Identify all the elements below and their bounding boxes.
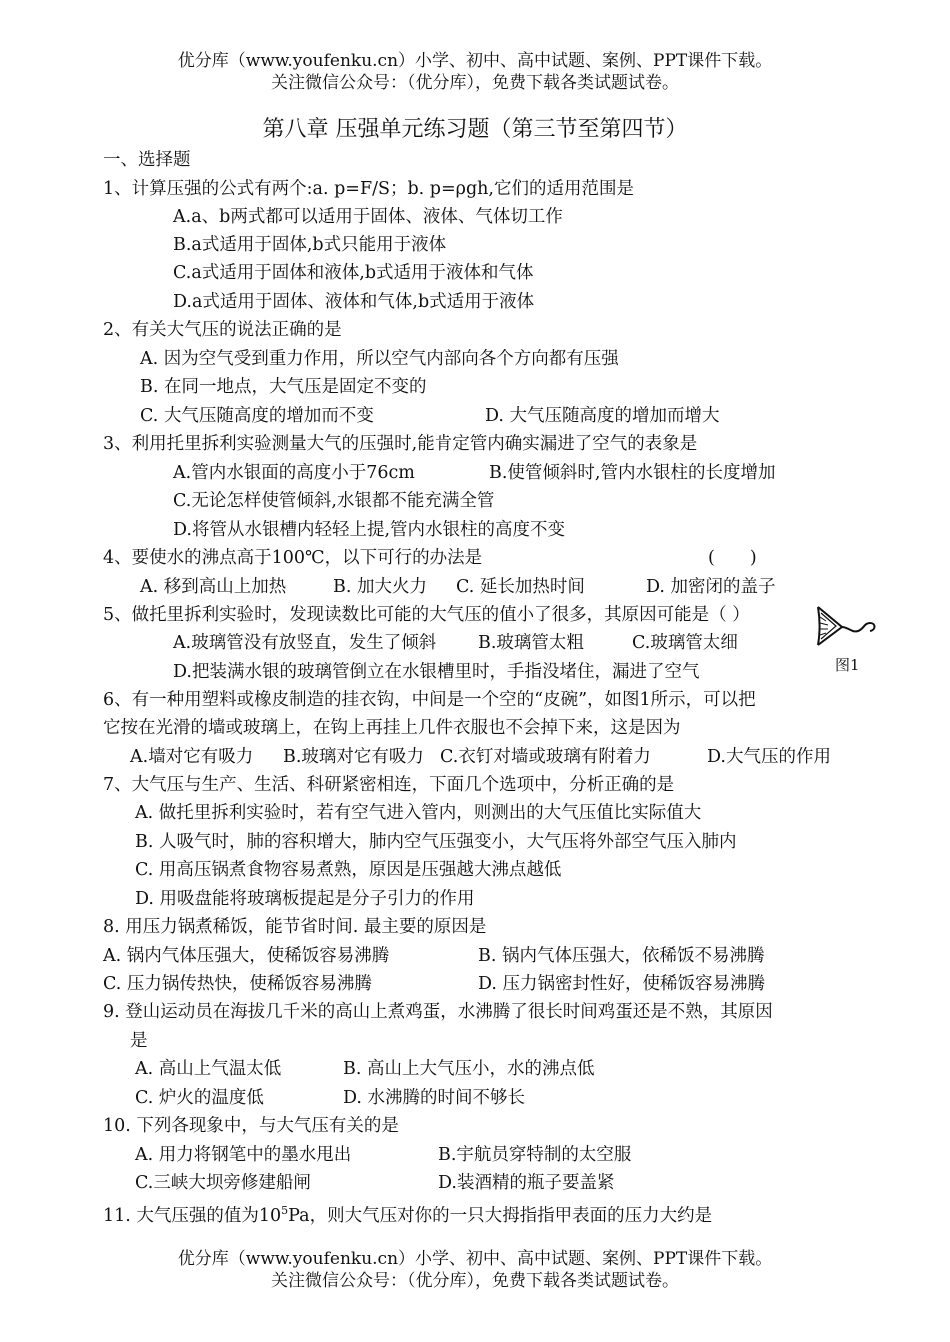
q9-option-d: D. 水沸腾的时间不够长 bbox=[343, 1088, 526, 1108]
q2-option-b: B. 在同一地点，大气压是固定不变的 bbox=[140, 377, 427, 397]
q10-option-b: B.宇航员穿特制的太空服 bbox=[438, 1145, 632, 1165]
q8-stem: 8. 用压力锅煮稀饭，能节省时间. 最主要的原因是 bbox=[103, 917, 487, 937]
q9-stem-line-2: 是 bbox=[130, 1031, 148, 1051]
q1-option-d: D.a式适用于固体、液体和气体,b式适用于液体 bbox=[173, 292, 535, 312]
header-line-2: 关注微信公众号：（优分库），免费下载各类试题试卷。 bbox=[271, 73, 679, 93]
q9-option-c: C. 炉火的温度低 bbox=[135, 1088, 264, 1108]
q1-option-a: A.a、b两式都可以适用于固体、液体、气体切工作 bbox=[173, 207, 563, 227]
q9-option-b: B. 高山上大气压小，水的沸点低 bbox=[343, 1059, 595, 1079]
q6-option-c: C.衣钉对墙或玻璃有附着力 bbox=[440, 747, 651, 767]
q10-option-d: D.装酒精的瓶子要盖紧 bbox=[438, 1173, 615, 1193]
q5-option-b: B.玻璃管太粗 bbox=[478, 633, 584, 653]
q8-option-d: D. 压力锅密封性好，使稀饭容易沸腾 bbox=[478, 974, 766, 994]
q7-option-d: D. 用吸盘能将玻璃板提起是分子引力的作用 bbox=[135, 889, 475, 909]
q6-stem-line-1: 6、有一种用塑料或橡皮制造的挂衣钩，中间是一个空的“皮碗”，如图1所示，可以把 bbox=[103, 690, 756, 710]
q2-stem: 2、有关大气压的说法正确的是 bbox=[103, 320, 342, 340]
q6-option-a: A.墙对它有吸力 bbox=[130, 747, 254, 767]
q7-option-a: A. 做托里拆利实验时，若有空气进入管内，则测出的大气压值比实际值大 bbox=[135, 803, 702, 823]
q5-option-a: A.玻璃管没有放竖直，发生了倾斜 bbox=[173, 633, 437, 653]
q2-option-d: D. 大气压随高度的增加而增大 bbox=[485, 406, 720, 426]
q10-option-a: A. 用力将钢笔中的墨水甩出 bbox=[135, 1145, 352, 1165]
q6-option-b: B.玻璃对它有吸力 bbox=[283, 747, 424, 767]
header-line-1: 优分库（www.youfenku.cn）小学、初中、高中试题、案例、PPT课件下载。 bbox=[177, 51, 773, 71]
q11-exponent: 5 bbox=[281, 1204, 289, 1217]
q9-option-a: A. 高山上气温太低 bbox=[135, 1059, 282, 1079]
q9-stem-line-1: 9. 登山运动员在海拔几千米的高山上煮鸡蛋，水沸腾了很长时间鸡蛋还是不熟，其原因 bbox=[103, 1002, 773, 1022]
q11-stem-pre: 11. 大气压强的值为10 bbox=[103, 1205, 282, 1226]
q11-stem-post: Pa，则大气压对你的一只大拇指指甲表面的压力大约是 bbox=[288, 1205, 713, 1226]
q5-option-c: C.玻璃管太细 bbox=[632, 633, 738, 653]
q4-option-b: B. 加大火力 bbox=[333, 577, 427, 597]
q6-option-d: D.大气压的作用 bbox=[707, 747, 831, 767]
q5-stem: 5、做托里拆利实验时，发现读数比可能的大气压的值小了很多，其原因可能是（ ） bbox=[103, 605, 750, 625]
q1-option-c: C.a式适用于固体和液体,b式适用于液体和气体 bbox=[173, 263, 534, 283]
q8-option-b: B. 锅内气体压强大，依稀饭不易沸腾 bbox=[478, 946, 765, 966]
q8-option-a: A. 锅内气体压强大，使稀饭容易沸腾 bbox=[103, 946, 390, 966]
q5-option-d: D.把装满水银的玻璃管倒立在水银槽里时，手指没堵住，漏进了空气 bbox=[173, 662, 700, 682]
q1-stem: 1、计算压强的公式有两个:a. p=F/S；b. p=ρgh,它们的适用范围是 bbox=[103, 179, 634, 199]
footer-line-1: 优分库（www.youfenku.cn）小学、初中、高中试题、案例、PPT课件下载。 bbox=[177, 1249, 773, 1269]
footer-line-2: 关注微信公众号：（优分库），免费下载各类试题试卷。 bbox=[271, 1271, 679, 1291]
q7-stem: 7、大气压与生产、生活、科研紧密相连，下面几个选项中，分析正确的是 bbox=[103, 775, 675, 795]
q3-option-c: C.无论怎样使管倾斜,水银都不能充满全管 bbox=[173, 491, 495, 511]
section-heading: 一、选择题 bbox=[103, 150, 191, 170]
q3-stem: 3、利用托里拆利实验测量大气的压强时,能肯定管内确实漏进了空气的表象是 bbox=[103, 434, 698, 454]
q3-option-b: B.使管倾斜时,管内水银柱的长度增加 bbox=[489, 463, 776, 483]
page-title: 第八章 压强单元练习题（第三节至第四节） bbox=[262, 117, 688, 142]
q3-option-a: A.管内水银面的高度小于76cm bbox=[173, 463, 415, 483]
q10-stem: 10. 下列各现象中，与大气压有关的是 bbox=[103, 1116, 399, 1136]
q7-option-c: C. 用高压锅煮食物容易煮熟，原因是压强越大沸点越低 bbox=[135, 860, 562, 880]
q1-option-b: B.a式适用于固体,b式只能用于液体 bbox=[173, 235, 447, 255]
q3-option-d: D.将管从水银槽内轻轻上提,管内水银柱的高度不变 bbox=[173, 520, 566, 540]
q7-option-b: B. 人吸气时，肺的容积增大，肺内空气压强变小，大气压将外部空气压入肺内 bbox=[135, 832, 737, 852]
q4-option-d: D. 加密闭的盖子 bbox=[646, 577, 776, 597]
q4-stem: 4、要使水的沸点高于100℃，以下可行的办法是 bbox=[103, 548, 483, 568]
q6-stem-line-2: 它按在光滑的墙或玻璃上，在钩上再挂上几件衣服也不会掉下来，这是因为 bbox=[103, 718, 681, 738]
q4-option-c: C. 延长加热时间 bbox=[456, 577, 585, 597]
q4-answer-blank: ( ) bbox=[708, 548, 757, 568]
suction-hook-icon bbox=[812, 603, 882, 649]
q10-option-c: C.三峡大坝旁修建船闸 bbox=[135, 1173, 311, 1193]
q4-option-a: A. 移到高山上加热 bbox=[140, 577, 287, 597]
figure-1-label: 图1 bbox=[835, 656, 860, 674]
q2-option-a: A. 因为空气受到重力作用，所以空气内部向各个方向都有压强 bbox=[140, 349, 619, 369]
q11-stem bbox=[103, 1199, 712, 1228]
q2-option-c: C. 大气压随高度的增加而不变 bbox=[140, 406, 374, 426]
q8-option-c: C. 压力锅传热快，使稀饭容易沸腾 bbox=[103, 974, 372, 994]
